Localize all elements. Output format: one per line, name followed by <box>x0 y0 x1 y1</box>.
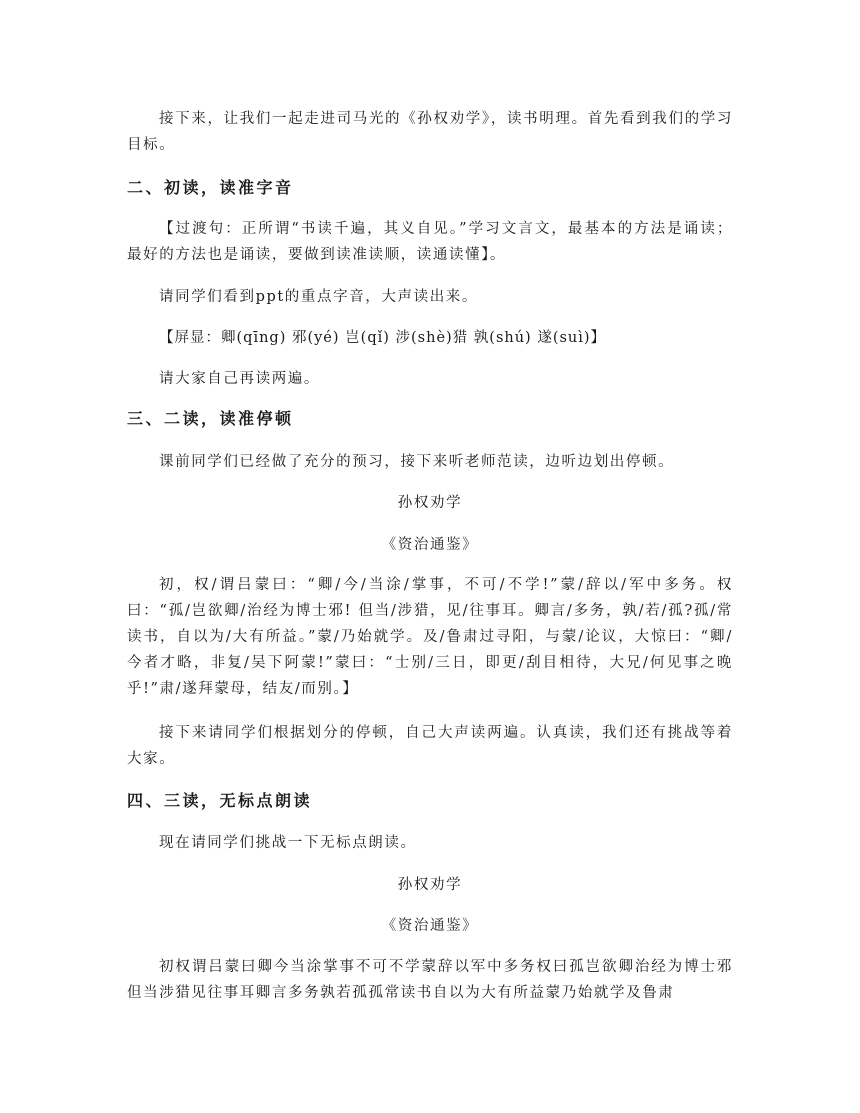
section-heading-first-reading: 二、初读，读准字音 <box>127 178 294 197</box>
section-heading-second-reading: 三、二读，读准停顿 <box>127 409 294 428</box>
read-twice-paragraph: 请大家自己再读两遍。 <box>159 371 320 387</box>
pause-intro-paragraph: 课前同学们已经做了充分的预习，接下来听老师范读，边听边划出停顿。 <box>159 454 675 470</box>
section-heading-third-reading: 四、三读，无标点朗读 <box>127 791 313 810</box>
intro-paragraph: 接下来，让我们一起走进司马光的《孙权劝学》，读书明理。首先看到我们的学习目标。 <box>127 111 733 153</box>
transition-paragraph: 【过渡句：正所谓“书读千遍，其义自见。”学习文言文，最基本的方法是诵读；最好的方法也是诵读，要做到读准读顺，读通读懂】。 <box>127 221 733 263</box>
text-title-2: 孙权劝学 <box>397 877 463 893</box>
text-source: 《资治通鉴》 <box>381 537 479 553</box>
no-punctuation-intro-paragraph: 现在请同学们挑战一下无标点朗读。 <box>159 835 417 851</box>
text-source-2: 《资治通鉴》 <box>381 918 479 934</box>
text-title: 孙权劝学 <box>397 495 463 511</box>
screen-display-paragraph: 【屏显：卿(qīng) 邪(yé) 岂(qǐ) 涉(shè)猎 孰(shú) 遂(suì)】 <box>159 330 607 346</box>
after-pause-paragraph: 接下来请同学们根据划分的停顿，自己大声读两遍。认真读，我们还有挑战等着大家。 <box>127 725 733 767</box>
ppt-instruction-paragraph: 请同学们看到ppt的重点字音，大声读出来。 <box>159 289 478 305</box>
no-punctuation-text: 初权谓吕蒙曰卿今当涂掌事不可不学蒙辞以军中多务权曰孤岂欲卿治经为博士邪但当涉猎见往事耳卿言多务孰若孤孤常读书自以为大有所益蒙乃始就学及鲁肃 <box>127 959 733 1001</box>
pause-marked-text: 初，权/谓吕蒙曰：“卿/今/当涂/掌事，不可/不学!”蒙/辞以/军中多务。权曰：“孤/岂欲卿/治经为博士邪! 但当/涉猎，见/往事耳。卿言/多务，孰/若/孤?孤/常读书，自以为/大有所益。”蒙/乃始就学。及/鲁肃过寻阳，与蒙/论议，大惊曰：“卿/今者才略，非复/吴下阿蒙!”蒙曰：“士别/三日，即更/刮目相待，大兄/何见事之晚乎!”肃/遂拜蒙母，结友/而别。】 <box>127 577 733 697</box>
